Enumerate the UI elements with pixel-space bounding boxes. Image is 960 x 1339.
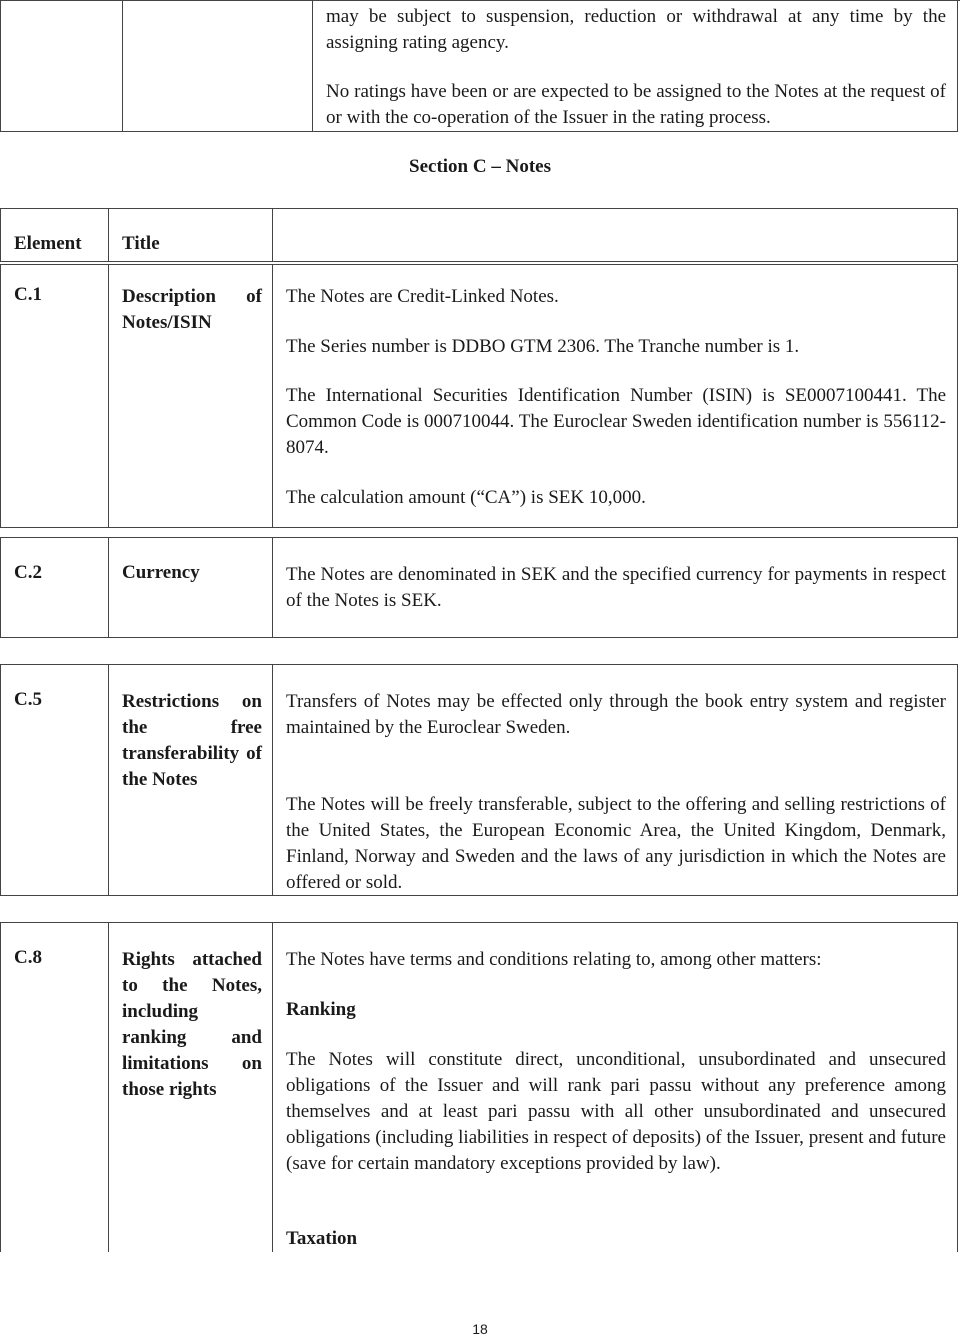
c5-paragraph-2: The Notes will be freely transferable, subject to the offering and selling restrictions of the United States, the European Economic Area, the United Kingdom, Denmark, Finland, Norway and Sweden and the laws of any jurisdiction in which the Notes are offered or sold. xyxy=(286,794,946,893)
header-element: Element xyxy=(14,233,82,254)
c8-paragraph-1: The Notes have terms and conditions relating to, among other matters: xyxy=(286,949,822,970)
element-c8: C.8 xyxy=(14,947,42,968)
c2-paragraph-1: The Notes are denominated in SEK and the specified currency for payments in respect of the Notes is SEK. xyxy=(286,564,946,611)
c1-paragraph-4: The calculation amount (“CA”) is SEK 10,000. xyxy=(286,487,646,508)
page-number: 18 xyxy=(472,1321,488,1337)
c8-paragraph-ranking: The Notes will constitute direct, unconditional, unsubordinated and unsecured obligations of the Issuer and will rank pari passu without any preference among themselves and at least pari passu with all other unsubordinated and unsecured obligations (including liabilities in respect of deposits) of the Issuer, present and future (save for certain mandatory exceptions provided by law). xyxy=(286,1049,946,1174)
title-c1: Description of Notes/ISIN xyxy=(122,286,262,333)
c8-subheading-ranking: Ranking xyxy=(286,999,356,1020)
rating-paragraph-2: No ratings have been or are expected to be assigned to the Notes at the request of or with the co-operation of the Issuer in the rating process. xyxy=(326,81,946,128)
title-c5: Restrictions on the free transferability of the Notes xyxy=(122,691,262,790)
title-c2: Currency xyxy=(122,562,200,583)
header-title: Title xyxy=(122,233,160,254)
rating-paragraph-1: may be subject to suspension, reduction or withdrawal at any time by the assigning rating agency. xyxy=(326,6,946,53)
element-c2: C.2 xyxy=(14,562,42,583)
c1-paragraph-2: The Series number is DDBO GTM 2306. The Tranche number is 1. xyxy=(286,336,800,357)
element-c1: C.1 xyxy=(14,284,42,305)
element-c5: C.5 xyxy=(14,689,42,710)
title-c8: Rights attached to the Notes, including ranking and limitations on those rights xyxy=(122,949,262,1100)
c1-paragraph-1: The Notes are Credit-Linked Notes. xyxy=(286,286,559,307)
section-heading: Section C – Notes xyxy=(409,156,551,177)
c8-subheading-taxation: Taxation xyxy=(286,1228,358,1249)
c1-paragraph-3: The International Securities Identification Number (ISIN) is SE0007100441. The Common Code is 000710044. The Euroclear Sweden identification number is 556112-8074. xyxy=(286,385,946,458)
c5-paragraph-1: Transfers of Notes may be effected only through the book entry system and register maintained by the Euroclear Sweden. xyxy=(286,691,946,738)
